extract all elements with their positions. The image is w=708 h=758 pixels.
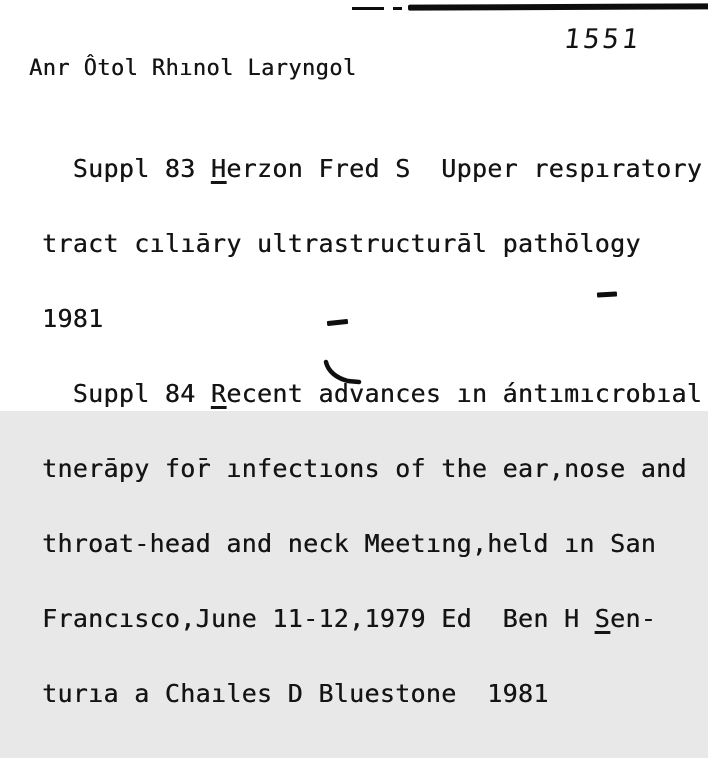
entry1-line1	[42, 156, 702, 181]
entry2-line5: turıa a Chaıles D Bluestone 1981	[42, 679, 549, 708]
top-rule-dash-segment	[352, 7, 384, 10]
journal-title: Anr Ôtol Rhınol Laryngol	[29, 56, 357, 81]
entry1-line3: 1981	[42, 304, 104, 333]
entry2-line1	[42, 381, 702, 406]
stray-mark-dash	[597, 291, 617, 297]
text-segment: Suppl 83	[42, 154, 211, 183]
filing-underlined-letter: H	[210, 154, 227, 183]
text-segment: Francısco,June 11-12,1979 Ed Ben H	[42, 604, 595, 633]
filing-underlined-letter: S	[594, 604, 611, 633]
top-rule-solid-segment	[408, 3, 708, 10]
text-segment: Suppl 84	[42, 379, 211, 408]
page-number: 1551	[562, 24, 643, 55]
filing-underlined-letter: R	[210, 379, 227, 408]
entry2-line2: tnerāpy for̄ ınfectıons of the ear,nose and	[42, 454, 687, 483]
entry1-line2: tract cılıāry ultrastructurāl pathōlogy	[42, 229, 641, 258]
top-rule-dot-segment	[393, 7, 402, 10]
entry2-line4	[42, 606, 702, 631]
entry-text-block	[42, 106, 702, 756]
entry2-line3: throat-head and neck Meetıng,held ın San	[42, 529, 657, 558]
text-segment: en-	[610, 604, 657, 633]
stray-mark-curved-stroke	[318, 356, 366, 388]
text-segment: ecent advances ın ántımıcrobıal	[226, 379, 703, 408]
text-segment: erzon Fred S Upper respıratory	[226, 154, 703, 183]
